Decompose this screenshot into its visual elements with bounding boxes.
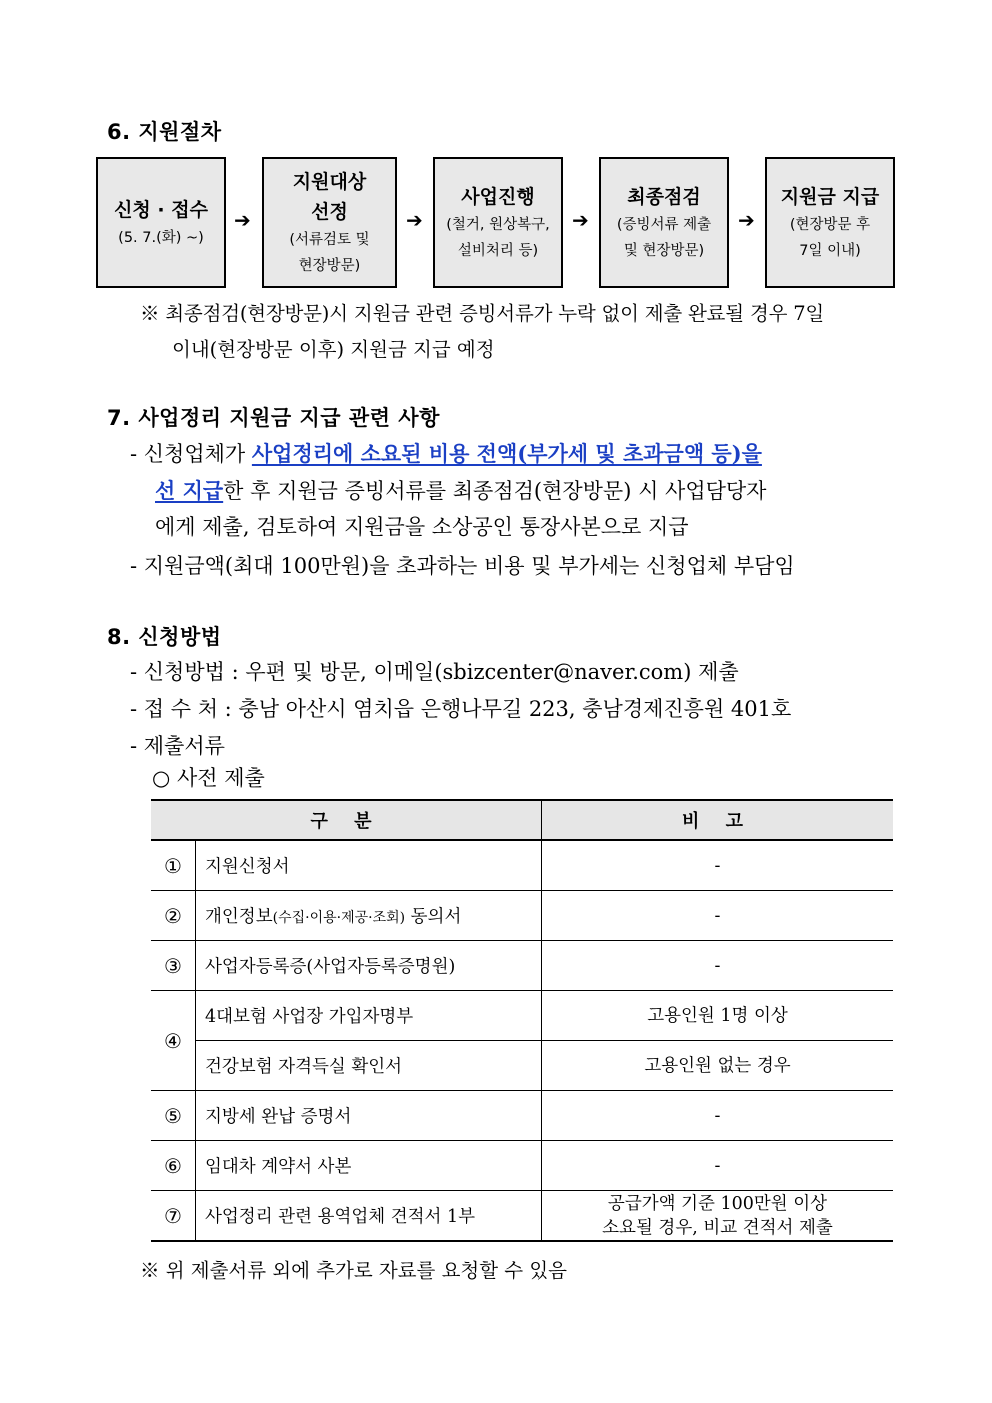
- step-title: 지원대상: [292, 170, 367, 193]
- row-number: ⑦: [151, 1191, 196, 1242]
- row-number: ②: [151, 891, 196, 941]
- document-name-detail: (수집·이용·제공·조회): [272, 910, 406, 926]
- document-name: 건강보험 자격득실 확인서: [196, 1041, 542, 1091]
- step-select-box: [262, 157, 397, 288]
- step-desc: (5. 7.(화) ~): [118, 229, 204, 246]
- document-name-tail: 동의서: [405, 907, 462, 927]
- table-header-row: [151, 800, 893, 840]
- table-row: [151, 991, 893, 1041]
- bullet-1-prefix: - 신청업체가: [130, 442, 252, 466]
- table-row: [151, 1141, 893, 1191]
- table-row: [151, 840, 893, 891]
- documents-table: [151, 799, 893, 1242]
- row-number: ⑥: [151, 1141, 196, 1191]
- step-title: 최종점검: [627, 185, 701, 208]
- remark-line2: 소요될 경우, 비교 견적서 제출: [602, 1217, 833, 1238]
- document-name: 4대보험 사업장 가입자명부: [196, 991, 542, 1041]
- remark: -: [542, 840, 894, 891]
- step-progress-box: [433, 157, 563, 288]
- table-row: [151, 891, 893, 941]
- remark: 고용인원 1명 이상: [542, 991, 894, 1041]
- table-row: [151, 1091, 893, 1141]
- document-name: 사업정리 관련 용역업체 견적서 1부: [196, 1191, 542, 1242]
- table-row: [151, 1191, 893, 1242]
- section-6-note: ※ 최종점검(현장방문)시 지원금 관련 증빙서류가 누락 없이 제출 완료될 경우 7일: [140, 302, 825, 325]
- arrow-right-icon: ➔: [406, 208, 423, 232]
- document-name: [196, 891, 542, 941]
- bullet-1-line3: 에게 제출, 검토하여 지원금을 소상공인 통장사본으로 지급: [155, 515, 689, 539]
- remark: -: [542, 1091, 894, 1141]
- bullet-1-rest: 한 후 지원금 증빙서류를 최종점검(현장방문) 시 사업담당자: [223, 479, 767, 503]
- document-name: 임대차 계약서 사본: [196, 1141, 542, 1191]
- documents-line: - 제출서류: [130, 734, 225, 758]
- arrow-right-icon: ➔: [738, 208, 755, 232]
- section-6-title: 6. 지원절차: [107, 120, 222, 144]
- header-remarks: 비 고: [542, 800, 894, 840]
- table-footnote: ※ 위 제출서류 외에 추가로 자료를 요청할 수 있음: [140, 1259, 567, 1282]
- row-number: ③: [151, 941, 196, 991]
- bullet-1-line2: [155, 473, 766, 509]
- emphasis-text-2: 선 지급: [155, 478, 224, 503]
- step-desc: (서류검토 및: [289, 231, 370, 248]
- step-inspect-box: [599, 157, 729, 288]
- remark: -: [542, 1141, 894, 1191]
- step-desc-line2: 설비처리 등): [457, 242, 539, 259]
- step-title-line2: 선정: [311, 200, 348, 223]
- section-7-title: 7. 사업정리 지원금 지급 관련 사항: [107, 406, 440, 430]
- apply-method-line: - 신청방법 : 우편 및 방문, 이메일(sbizcenter@naver.com) 제출: [130, 660, 739, 684]
- step-title: 신청 · 접수: [114, 198, 208, 221]
- remark: -: [542, 891, 894, 941]
- step-desc: (현장방문 후: [789, 216, 871, 233]
- bullet-1-line1: [130, 436, 762, 472]
- table-row: [151, 1041, 893, 1091]
- step-desc-line2: 및 현장방문): [623, 242, 705, 259]
- document-name: 지방세 완납 증명서: [196, 1091, 542, 1141]
- step-desc-line2: 현장방문): [298, 257, 361, 274]
- bullet-2: - 지원금액(최대 100만원)을 초과하는 비용 및 부가세는 신청업체 부담임: [130, 554, 795, 578]
- document-name-main: 개인정보: [205, 907, 273, 927]
- step-desc-line2: 7일 이내): [799, 242, 861, 259]
- step-title: 사업진행: [461, 185, 535, 208]
- row-number: ①: [151, 840, 196, 891]
- document-name: 지원신청서: [196, 840, 542, 891]
- remark: [542, 1191, 894, 1242]
- step-desc: (철거, 원상복구,: [446, 216, 550, 233]
- remark: 고용인원 없는 경우: [542, 1041, 894, 1091]
- arrow-right-icon: ➔: [572, 208, 589, 232]
- row-number: ④: [151, 991, 196, 1091]
- arrow-right-icon: ➔: [234, 208, 251, 232]
- section-8-title: 8. 신청방법: [107, 625, 222, 649]
- emphasis-text: 사업정리에 소요된 비용 전액(부가세 및 초과금액 등)을: [251, 441, 762, 466]
- step-title: 지원금 지급: [780, 185, 880, 208]
- pre-submission-label: ○ 사전 제출: [152, 766, 265, 790]
- table-row: [151, 941, 893, 991]
- reception-line: - 접 수 처 : 충남 아산시 염치읍 은행나무길 223, 충남경제진흥원 401호: [130, 697, 792, 721]
- step-apply-box: [96, 157, 226, 288]
- remark-line1: 공급가액 기준 100만원 이상: [607, 1193, 828, 1214]
- step-payment-box: [765, 157, 895, 288]
- document-name: 사업자등록증(사업자등록증명원): [196, 941, 542, 991]
- header-category: 구 분: [151, 800, 542, 840]
- row-number: ⑤: [151, 1091, 196, 1141]
- remark: -: [542, 941, 894, 991]
- step-desc: (증빙서류 제출: [616, 216, 712, 233]
- section-6-note-line2: 이내(현장방문 이후) 지원금 지급 예정: [172, 338, 495, 361]
